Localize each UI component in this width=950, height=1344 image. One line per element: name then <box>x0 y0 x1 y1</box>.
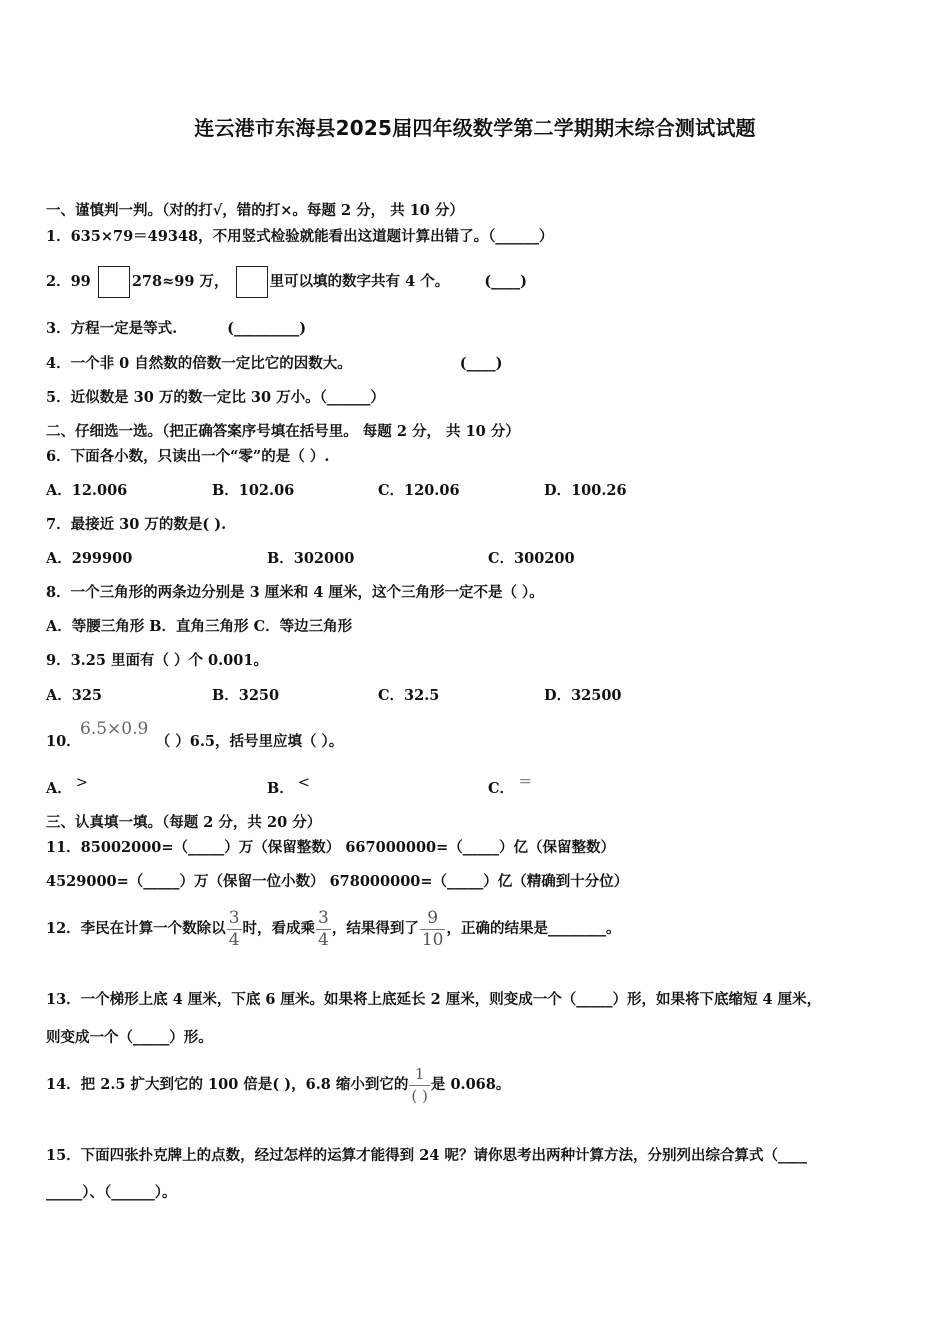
question-14-part-a: 14．把 2.5 扩大到它的 100 倍是( )，6.8 缩小到它的 <box>46 1076 409 1093</box>
question-12-part-c: ，结果得到了 <box>331 920 419 937</box>
question-7-options <box>46 550 575 568</box>
fraction: $\frac{9}{10}$ <box>421 907 444 950</box>
question-12-part-b: 时，看成乘 <box>242 920 316 937</box>
option-c: C． ＝ <box>488 775 533 797</box>
option-b: B． < <box>267 775 310 797</box>
question-1: 1．635×79＝49348，不用竖式检验就能看出这道题计算出错了。（______） <box>46 228 554 245</box>
question-7: 7．最接近 30 万的数是( ). <box>46 516 227 533</box>
question-6: 6．下面各小数，只读出一个“零”的是（ ）. <box>46 448 330 465</box>
question-4-blank: (____) <box>459 355 503 372</box>
question-15-line-1: 15．下面四张扑克牌上的点数，经过怎样的运算才能得到 24 呢？请你思考出两种计算方法，分别列出综合算式（____ <box>46 1147 807 1164</box>
question-9-options <box>46 687 622 705</box>
option-a: A． > <box>46 775 88 797</box>
question-8: 8．一个三角形的两条边分别是 3 厘米和 4 厘米，这个三角形一定不是（ ）。 <box>46 584 544 601</box>
answer-box[interactable] <box>236 266 268 298</box>
question-9: 9．3.25 里面有（ ）个 0.001。 <box>46 652 268 669</box>
question-2-blank: (____) <box>484 273 528 290</box>
question-13-line-1: 13．一个梯形上底 4 厘米，下底 6 厘米。如果将上底延长 2 厘米，则变成一个（_____）形，如果将下底缩短 4 厘米， <box>46 991 822 1008</box>
page-title: 连云港市东海县2025届四年级数学第二学期期末综合测试试题 <box>194 116 756 140</box>
option-a: A．12.006 <box>46 482 128 499</box>
question-2 <box>46 266 527 298</box>
option-b: B．302000 <box>267 550 355 567</box>
section-3-heading: 三、认真填一填。（每题 2 分，共 20 分） <box>46 814 322 831</box>
question-12-part-a: 12．李民在计算一个数除以 <box>46 920 226 937</box>
question-4 <box>46 355 503 373</box>
option-c: C．120.06 <box>378 482 460 499</box>
section-2-heading: 二、仔细选一选。（把正确答案序号填在括号里。 每题 2 分， 共 10 分） <box>46 423 520 440</box>
question-15-line-2: _____）、（______）。 <box>46 1184 177 1201</box>
option-c: C．32.5 <box>378 687 440 704</box>
question-14-part-b: 是 0.068。 <box>430 1076 511 1093</box>
option-a: A．299900 <box>46 550 133 567</box>
option-d: D．32500 <box>544 687 622 704</box>
question-3-blank: (_________) <box>227 320 307 337</box>
question-10-expression: 6.5×0.9 <box>80 719 149 739</box>
question-4-text: 4．一个非 0 自然数的倍数一定比它的因数大。 <box>46 355 352 372</box>
greater-than-symbol: > <box>75 775 88 791</box>
question-2-middle: 278≈99 万， <box>131 273 229 290</box>
question-2-number: 2．99 <box>46 273 91 290</box>
answer-box[interactable] <box>98 266 130 298</box>
question-6-options <box>46 482 627 500</box>
question-10-number: 10． <box>46 733 81 750</box>
option-d: D．100.26 <box>544 482 627 499</box>
question-11-line-1: 11．85002000=（_____）万（保留整数） 667000000=（_____）亿（保留整数） <box>46 839 616 856</box>
question-13-line-2: 则变成一个（_____）形。 <box>46 1029 213 1046</box>
option-a: A．325 <box>46 687 103 704</box>
fraction: $\frac{3}{4}$ <box>228 907 240 950</box>
question-3-text: 3．方程一定是等式. <box>46 320 178 337</box>
question-3 <box>46 320 306 338</box>
question-10-text: （ ）6.5，括号里应填（ ）。 <box>155 733 344 750</box>
fraction: $\frac{1}{( )}$ <box>411 1064 428 1105</box>
question-12-part-d: ，正确的结果是________。 <box>446 920 621 937</box>
question-11-line-2: 4529000=（_____）万（保留一位小数） 678000000=（_____）亿（精确到十分位） <box>46 873 629 890</box>
question-2-tail: 里可以填的数字共有 4 个。 <box>269 273 450 290</box>
fraction: $\frac{3}{4}$ <box>318 907 329 950</box>
question-14 <box>46 1062 510 1108</box>
option-c: C．300200 <box>488 550 575 567</box>
question-10 <box>46 733 343 751</box>
less-than-symbol: < <box>297 775 310 791</box>
question-10-options <box>46 775 533 798</box>
option-b: B．3250 <box>212 687 280 704</box>
equals-symbol: ＝ <box>518 775 533 791</box>
question-12 <box>46 906 620 952</box>
option-b: B．102.06 <box>212 482 295 499</box>
question-8-options: A．等腰三角形 B．直角三角形 C．等边三角形 <box>46 618 353 635</box>
question-5: 5．近似数是 30 万的数一定比 30 万小。（______） <box>46 389 385 406</box>
section-1-heading: 一、谨慎判一判。（对的打√，错的打×。每题 2 分， 共 10 分） <box>46 202 464 219</box>
